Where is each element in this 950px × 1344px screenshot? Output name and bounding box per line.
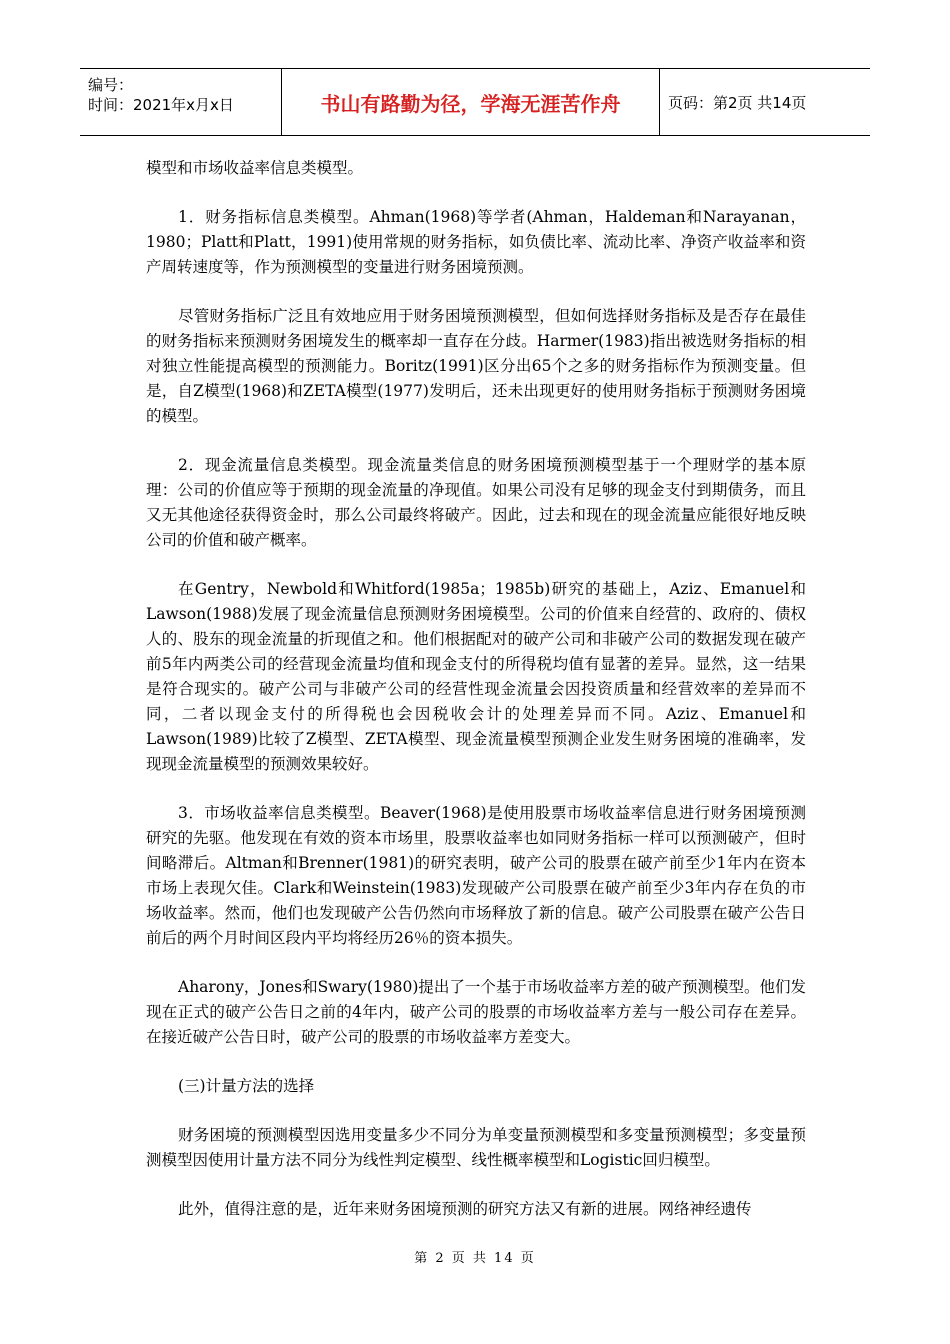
header-meta [80, 69, 282, 135]
paragraph-new-developments: 此外，值得注意的是，近年来财务困境预测的研究方法又有新的进展。网络神经遗传 [178, 1200, 752, 1218]
document-number-label: 编号： [88, 76, 134, 94]
paragraph-cash-flow-research: 在Gentry，Newbold和Whitford(1985a；1985b)研究的基础上，Aziz、Emanuel和Lawson(1988)发展了现金流量信息预测财务困境模型。公司的价值来自经营的、政府的、债权人的、股东的现金流量的折现值之和。他们根据配对的破产公司和非破产公司的数据发现在破产前5年内两类公司的经营现金流量均值和现金支付的所得税均值有显著的差异。显然，这一结果是符合现实的。破产公司与非破产公司的经营性现金流量会因投资质量和经营效率的差异而不同，二者以现金支付的所得税也会因税收会计的处理差异而不同。Aziz、Emanuel和Lawson(1989)比较了Z模型、ZETA模型、现金流量模型预测企业发生财务困境的准确率，发现现金流量模型的预测效果较好。 [146, 580, 806, 773]
paragraph-market-return-models: 3．市场收益率信息类模型。Beaver(1968)是使用股票市场收益率信息进行财务困境预测研究的先驱。他发现在有效的资本市场里，股票收益率也如同财务指标一样可以预测破产，但时间略滞后。Altman和Brenner(1981)的研究表明，破产公司的股票在破产前至少1年内在资本市场上表现欠佳。Clark和Weinstein(1983)发现破产公司股票在破产前至少3年内存在负的市场收益率。然而，他们也发现破产公告仍然向市场释放了新的信息。破产公司股票在破产公告日前后的两个月时间区段内平均将经历26％的资本损失。 [146, 804, 806, 947]
paragraph-intro-continuation: 模型和市场收益率信息类模型。 [146, 159, 364, 177]
section-heading-methods: (三)计量方法的选择 [178, 1077, 315, 1095]
header-page-info: 页码：第2页 共14页 [668, 93, 807, 112]
document-body [146, 156, 806, 1246]
paragraph-cash-flow-models: 2．现金流量信息类模型。现金流量类信息的财务困境预测模型基于一个理财学的基本原理：公司的价值应等于预期的现金流量的净现值。如果公司没有足够的现金支付到期债务，而且又无其他途径获得资金时，那么公司最终将破产。因此，过去和现在的现金流量应能很好地反映公司的价值和破产概率。 [146, 456, 806, 549]
paragraph-indicator-selection: 尽管财务指标广泛且有效地应用于财务困境预测模型，但如何选择财务指标及是否存在最佳的财务指标来预测财务困境发生的概率却一直存在分歧。Harmer(1983)指出被选财务指标的相对独立性能提高模型的预测能力。Boritz(1991)区分出65个之多的财务指标作为预测变量。但是，自Z模型(1968)和ZETA模型(1977)发明后，还未出现更好的使用财务指标于预测财务困境的模型。 [146, 307, 806, 425]
page-header [80, 68, 870, 136]
page-footer: 第 2 页 共 14 页 [414, 1251, 536, 1266]
paragraph-variance-model: Aharony，Jones和Swary(1980)提出了一个基于市场收益率方差的破产预测模型。他们发现在正式的破产公告日之前的4年内，破产公司的股票的市场收益率方差与一般公司存在差异。在接近破产公告日时，破产公司的股票的市场收益率方差变大。 [146, 978, 806, 1046]
document-time-label: 时间：2021年x月x日 [88, 96, 234, 114]
paragraph-financial-indicator-models: 1．财务指标信息类模型。Ahman(1968)等学者(Ahman，Haldeman和Narayanan，1980；Platt和Platt，1991)使用常规的财务指标，如负债比率、流动比率、净资产收益率和资产周转速度等，作为预测模型的变量进行财务困境预测。 [146, 208, 806, 276]
paragraph-model-classification: 财务困境的预测模型因选用变量多少不同分为单变量预测模型和多变量预测模型；多变量预测模型因使用计量方法不同分为线性判定模型、线性概率模型和Logistic回归模型。 [146, 1126, 806, 1169]
header-motto: 书山有路勤为径，学海无涯苦作舟 [282, 69, 660, 135]
